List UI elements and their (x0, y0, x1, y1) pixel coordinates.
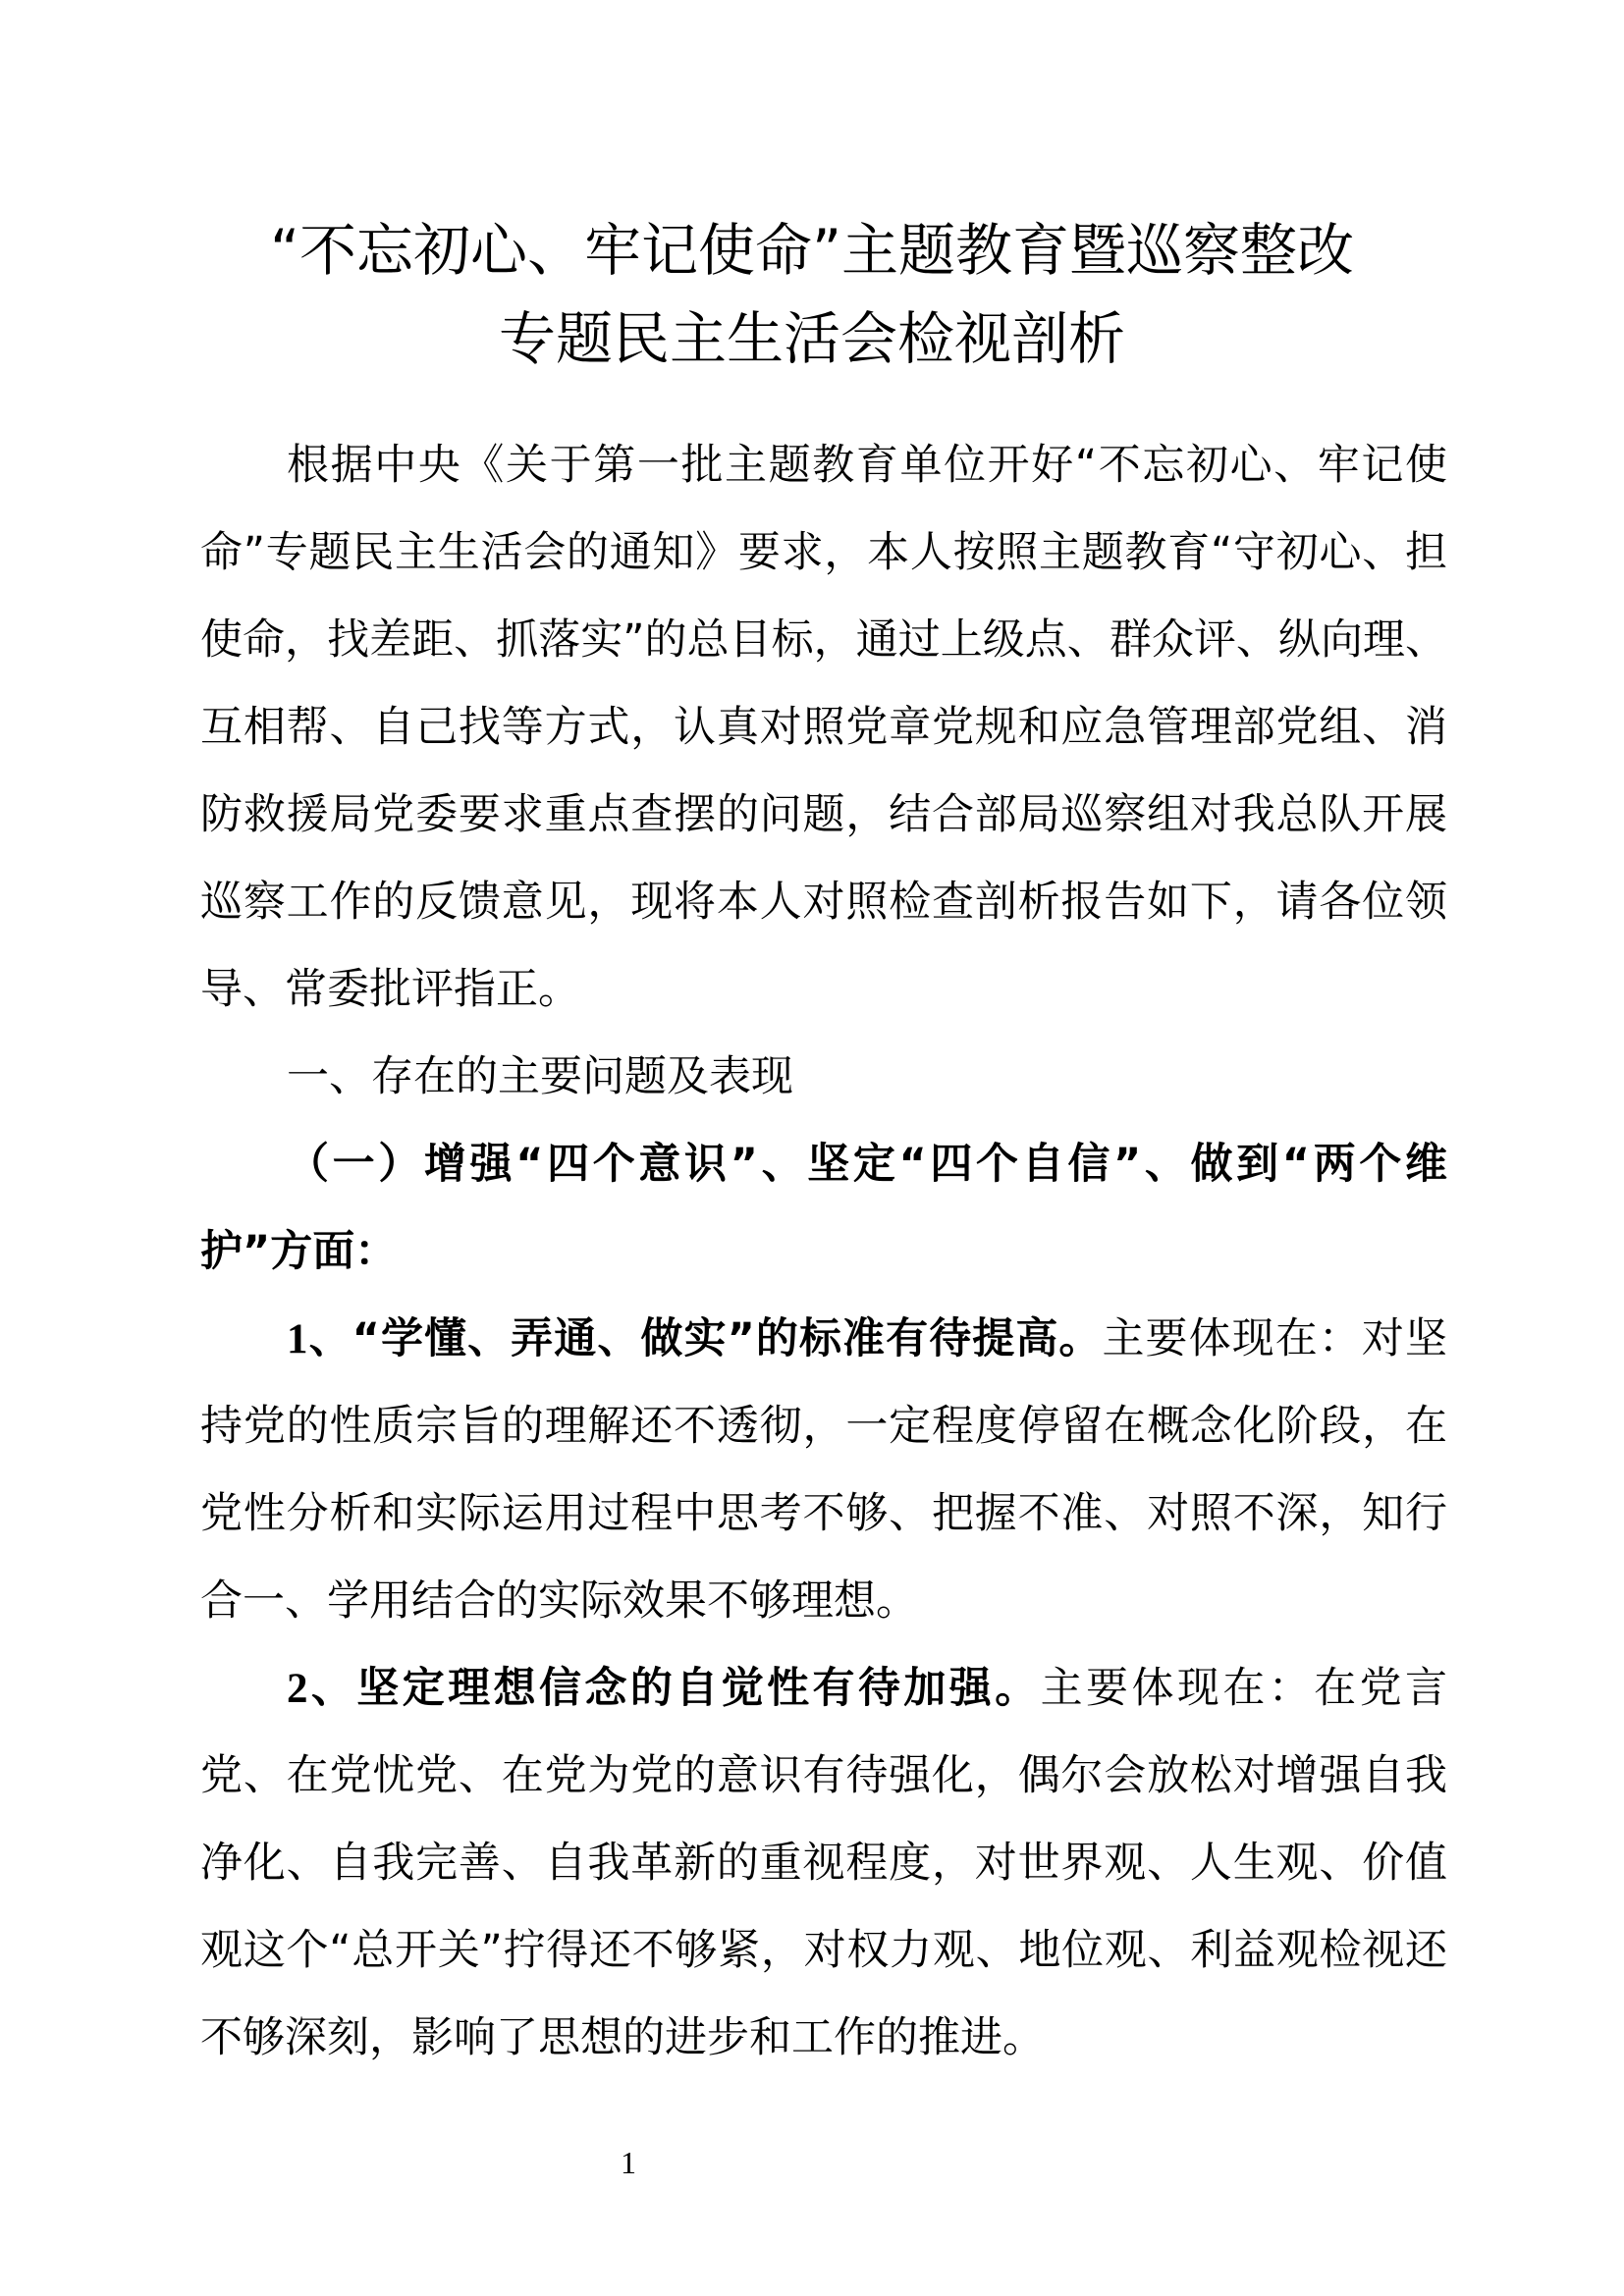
page-number: 1 (621, 2145, 636, 2180)
item-2-number: 2 (287, 1666, 308, 1712)
document-title-line2: 专题民主生活会检视剖析 (498, 305, 1125, 372)
item-1-text: 主要体现在：对坚持党的性质宗旨的理解还不透彻，一定程度停留在概念化阶段，在党性分析和实际运用过程中思考不够、把握不准、对照不深，知行合一、学用结合的实际效果不够理想。 (200, 1314, 1447, 1626)
item-2-paragraph (200, 1645, 1447, 2082)
item-2-text: 主要体现在：在党言党、在党忧党、在党为党的意识有待强化，偶尔会放松对增强自我净化、自我完善、自我革新的重视程度，对世界观、人生观、价值观这个“总开关”拧得还不够紧，对权力观、地位观、利益观检视还不够深刻，影响了思想的进步和工作的推进。 (200, 1664, 1448, 2062)
item-2-lead-text: 、坚定理想信念的自觉性有待加强。 (307, 1664, 1041, 1713)
item-1-number: 1 (287, 1316, 308, 1362)
section-heading: 一、存在的主要问题及表现 (287, 1052, 793, 1101)
item-1-paragraph (200, 1296, 1447, 1645)
item-1-lead-text: 、“学懂、弄通、做实”的标准有待提高。 (307, 1314, 1103, 1363)
item-2-lead (287, 1664, 1041, 1713)
document-body (200, 422, 1447, 2082)
subsection-heading: （一）增强“四个意识”、坚定“四个自信”、做到“两个维护”方面： (200, 1140, 1447, 1276)
item-1-lead (287, 1314, 1102, 1363)
intro-paragraph: 根据中央《关于第一批主题教育单位开好“不忘初心、牢记使命”专题民主生活会的通知》要求，本人按照主题教育“守初心、担使命，找差距、抓落实”的总目标，通过上级点、群众评、纵向理、互相帮、自己找等方式，认真对照党章党规和应急管理部党组、消防救援局党委要求重点查摆的问题，结合部局巡察组对我总队开展巡察工作的反馈意见，现将本人对照检查剖析报告如下，请各位领导、常委批评指正。 (200, 441, 1447, 1014)
document-title-line1: “不忘初心、牢记使命”主题教育暨巡察整改 (269, 217, 1355, 284)
